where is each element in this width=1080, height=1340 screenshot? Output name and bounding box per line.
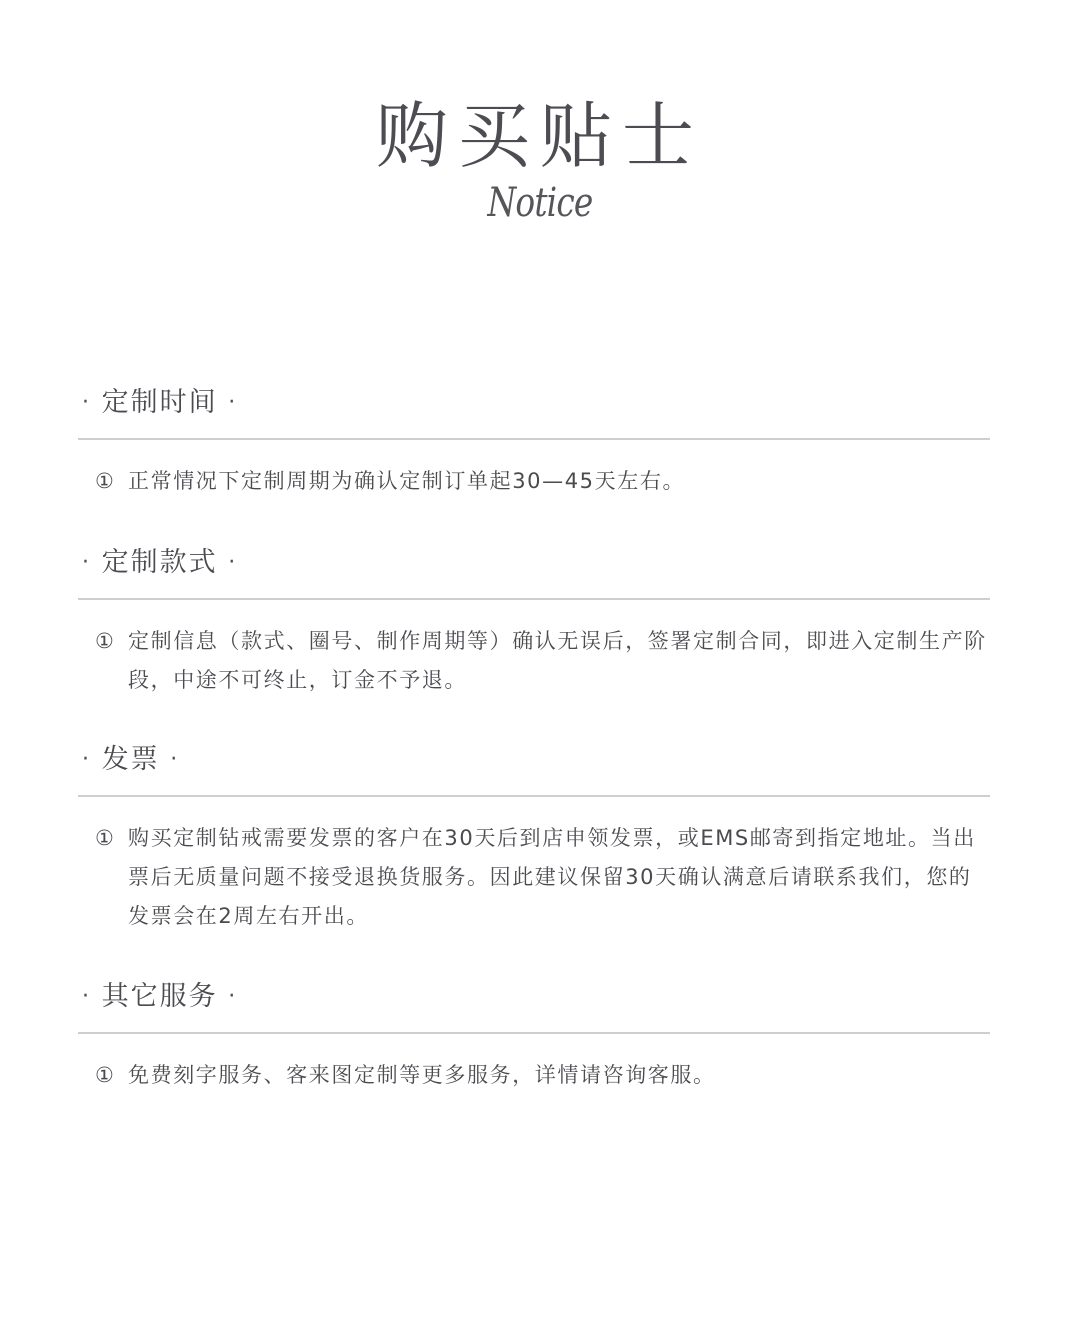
heading-dot-left: · <box>82 390 91 415</box>
section-invoice <box>78 740 990 936</box>
heading-dot-left: · <box>82 550 91 575</box>
section-divider <box>78 438 990 440</box>
heading-dot-right: · <box>228 550 238 575</box>
page-subtitle: Notice <box>487 180 593 226</box>
item-text: 定制信息（款式、圈号、制作周期等）确认无误后，签署定制合同，即进入定制生产阶段，中途不可终止，订金不予退。 <box>128 629 987 692</box>
section-heading <box>78 740 990 780</box>
item-text: 购买定制钻戒需要发票的客户在30天后到店申领发票，或EMS邮寄到指定地址。当出票后无质量问题不接受退换货服务。因此建议保留30天确认满意后请联系我们，您的发票会在2周左右开出。 <box>128 826 976 928</box>
page-title: 购买贴士 <box>375 94 704 178</box>
list-item <box>78 819 990 936</box>
item-number-marker: ① <box>95 629 116 653</box>
item-number-marker: ① <box>95 1063 116 1087</box>
heading-dot-left: · <box>82 747 91 772</box>
section-heading-label: 定制时间 <box>101 387 218 418</box>
section-heading-label: 其它服务 <box>101 981 218 1012</box>
section-heading <box>78 543 990 583</box>
list-item <box>78 622 990 700</box>
section-divider <box>78 795 990 797</box>
page-header <box>0 92 1080 228</box>
section-custom-time <box>78 383 990 501</box>
item-text: 正常情况下定制周期为确认定制订单起30—45天左右。 <box>128 469 686 493</box>
section-custom-style <box>78 543 990 700</box>
section-heading <box>78 977 990 1017</box>
list-item <box>78 1056 990 1095</box>
section-heading <box>78 383 990 423</box>
item-number-marker: ① <box>95 826 116 850</box>
item-number-marker: ① <box>95 469 116 493</box>
section-other-services <box>78 977 990 1095</box>
item-text: 免费刻字服务、客来图定制等更多服务，详情请咨询客服。 <box>128 1063 716 1087</box>
heading-dot-right: · <box>228 390 238 415</box>
section-heading-label: 发票 <box>101 744 160 775</box>
section-heading-label: 定制款式 <box>101 547 218 578</box>
section-divider <box>78 598 990 600</box>
section-divider <box>78 1032 990 1034</box>
list-item <box>78 462 990 501</box>
heading-dot-right: · <box>170 747 180 772</box>
heading-dot-right: · <box>228 984 238 1009</box>
heading-dot-left: · <box>82 984 91 1009</box>
